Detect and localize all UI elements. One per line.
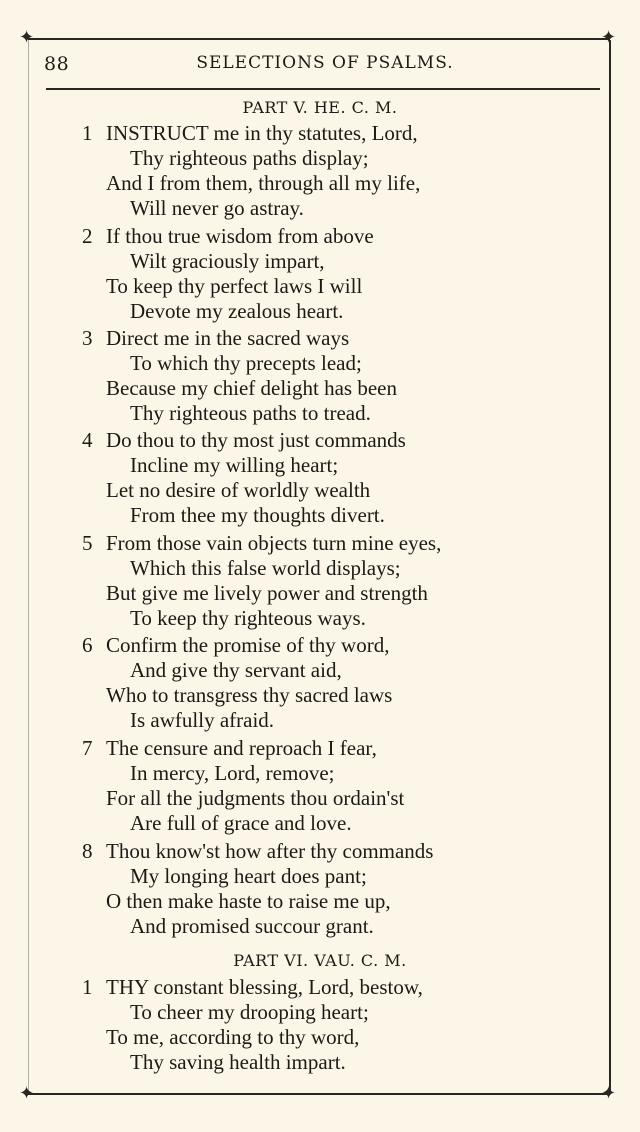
section-heading-part-vi: PART VI. VAU. C. M. <box>233 951 407 970</box>
stanza-number: 7 <box>82 736 93 760</box>
left-border-rule <box>28 40 29 1093</box>
section-heading-part-v: PART V. HE. C. M. <box>242 98 398 117</box>
verse-line: Are full of grace and love. <box>130 811 352 835</box>
corner-ornament-bottom-left: ✦ <box>19 1083 35 1104</box>
verse-line: If thou true wisdom from above <box>106 224 374 248</box>
verse-line: O then make haste to raise me up, <box>106 889 391 913</box>
stanza-number: 6 <box>82 633 93 657</box>
verse-line: For all the judgments thou ordain'st <box>106 786 405 810</box>
stanza-number: 2 <box>82 224 93 248</box>
verse-line: Who to transgress thy sacred laws <box>106 683 393 707</box>
stanza-number: 5 <box>82 531 93 555</box>
verse-line: But give me lively power and strength <box>106 581 428 605</box>
verse-line: And give thy servant aid, <box>130 658 342 682</box>
verse-line: Incline my willing heart; <box>130 453 339 477</box>
stanza-number: 3 <box>82 326 93 350</box>
verse-line: From thee my thoughts divert. <box>130 503 385 527</box>
verse-line: To keep thy righteous ways. <box>130 606 366 630</box>
page-number: 88 <box>44 53 70 75</box>
verse-line: Will never go astray. <box>130 196 304 220</box>
verse-line: To which thy precepts lead; <box>130 351 362 375</box>
stanza-number: 1 <box>82 975 93 999</box>
verse-line: The censure and reproach I fear, <box>106 736 377 760</box>
verse-line: And I from them, through all my life, <box>106 171 421 195</box>
verse-line: Direct me in the sacred ways <box>106 326 350 350</box>
corner-ornament-top-left: ✦ <box>19 27 35 48</box>
verse-line: To me, according to thy word, <box>106 1025 360 1049</box>
verse-line: Thy righteous paths display; <box>130 146 369 170</box>
bottom-border-rule <box>28 1093 610 1095</box>
verse-line: And promised succour grant. <box>130 914 374 938</box>
verse-line: Thou know'st how after thy commands <box>106 839 434 863</box>
verse-line: Thy saving health impart. <box>130 1050 346 1074</box>
verse-line: In mercy, Lord, remove; <box>130 761 335 785</box>
verse-line: INSTRUCT me in thy statutes, Lord, <box>106 121 418 145</box>
header-underline <box>46 88 600 90</box>
stanza-number: 4 <box>82 428 93 452</box>
verse-line: To cheer my drooping heart; <box>130 1000 369 1024</box>
stanza-number: 1 <box>82 121 93 145</box>
verse-line: To keep thy perfect laws I will <box>106 274 363 298</box>
stanza-number: 8 <box>82 839 93 863</box>
top-border-rule <box>28 38 610 40</box>
verse-line: My longing heart does pant; <box>130 864 367 888</box>
verse-line: THY constant blessing, Lord, bestow, <box>106 975 423 999</box>
running-head: SELECTIONS OF PSALMS. <box>196 53 454 73</box>
verse-line: From those vain objects turn mine eyes, <box>106 531 442 555</box>
verse-line: Wilt graciously impart, <box>130 249 325 273</box>
verse-line: Let no desire of worldly wealth <box>106 478 371 502</box>
verse-line: Devote my zealous heart. <box>130 299 344 323</box>
verse-line: Do thou to thy most just commands <box>106 428 406 452</box>
right-border-rule <box>609 40 611 1093</box>
corner-ornament-top-right: ✦ <box>601 27 617 48</box>
verse-line: Confirm the promise of thy word, <box>106 633 390 657</box>
verse-line: Because my chief delight has been <box>106 376 397 400</box>
verse-line: Is awfully afraid. <box>130 708 275 732</box>
verse-line: Which this false world displays; <box>130 556 401 580</box>
corner-ornament-bottom-right: ✦ <box>601 1083 617 1104</box>
verse-line: Thy righteous paths to tread. <box>130 401 371 425</box>
